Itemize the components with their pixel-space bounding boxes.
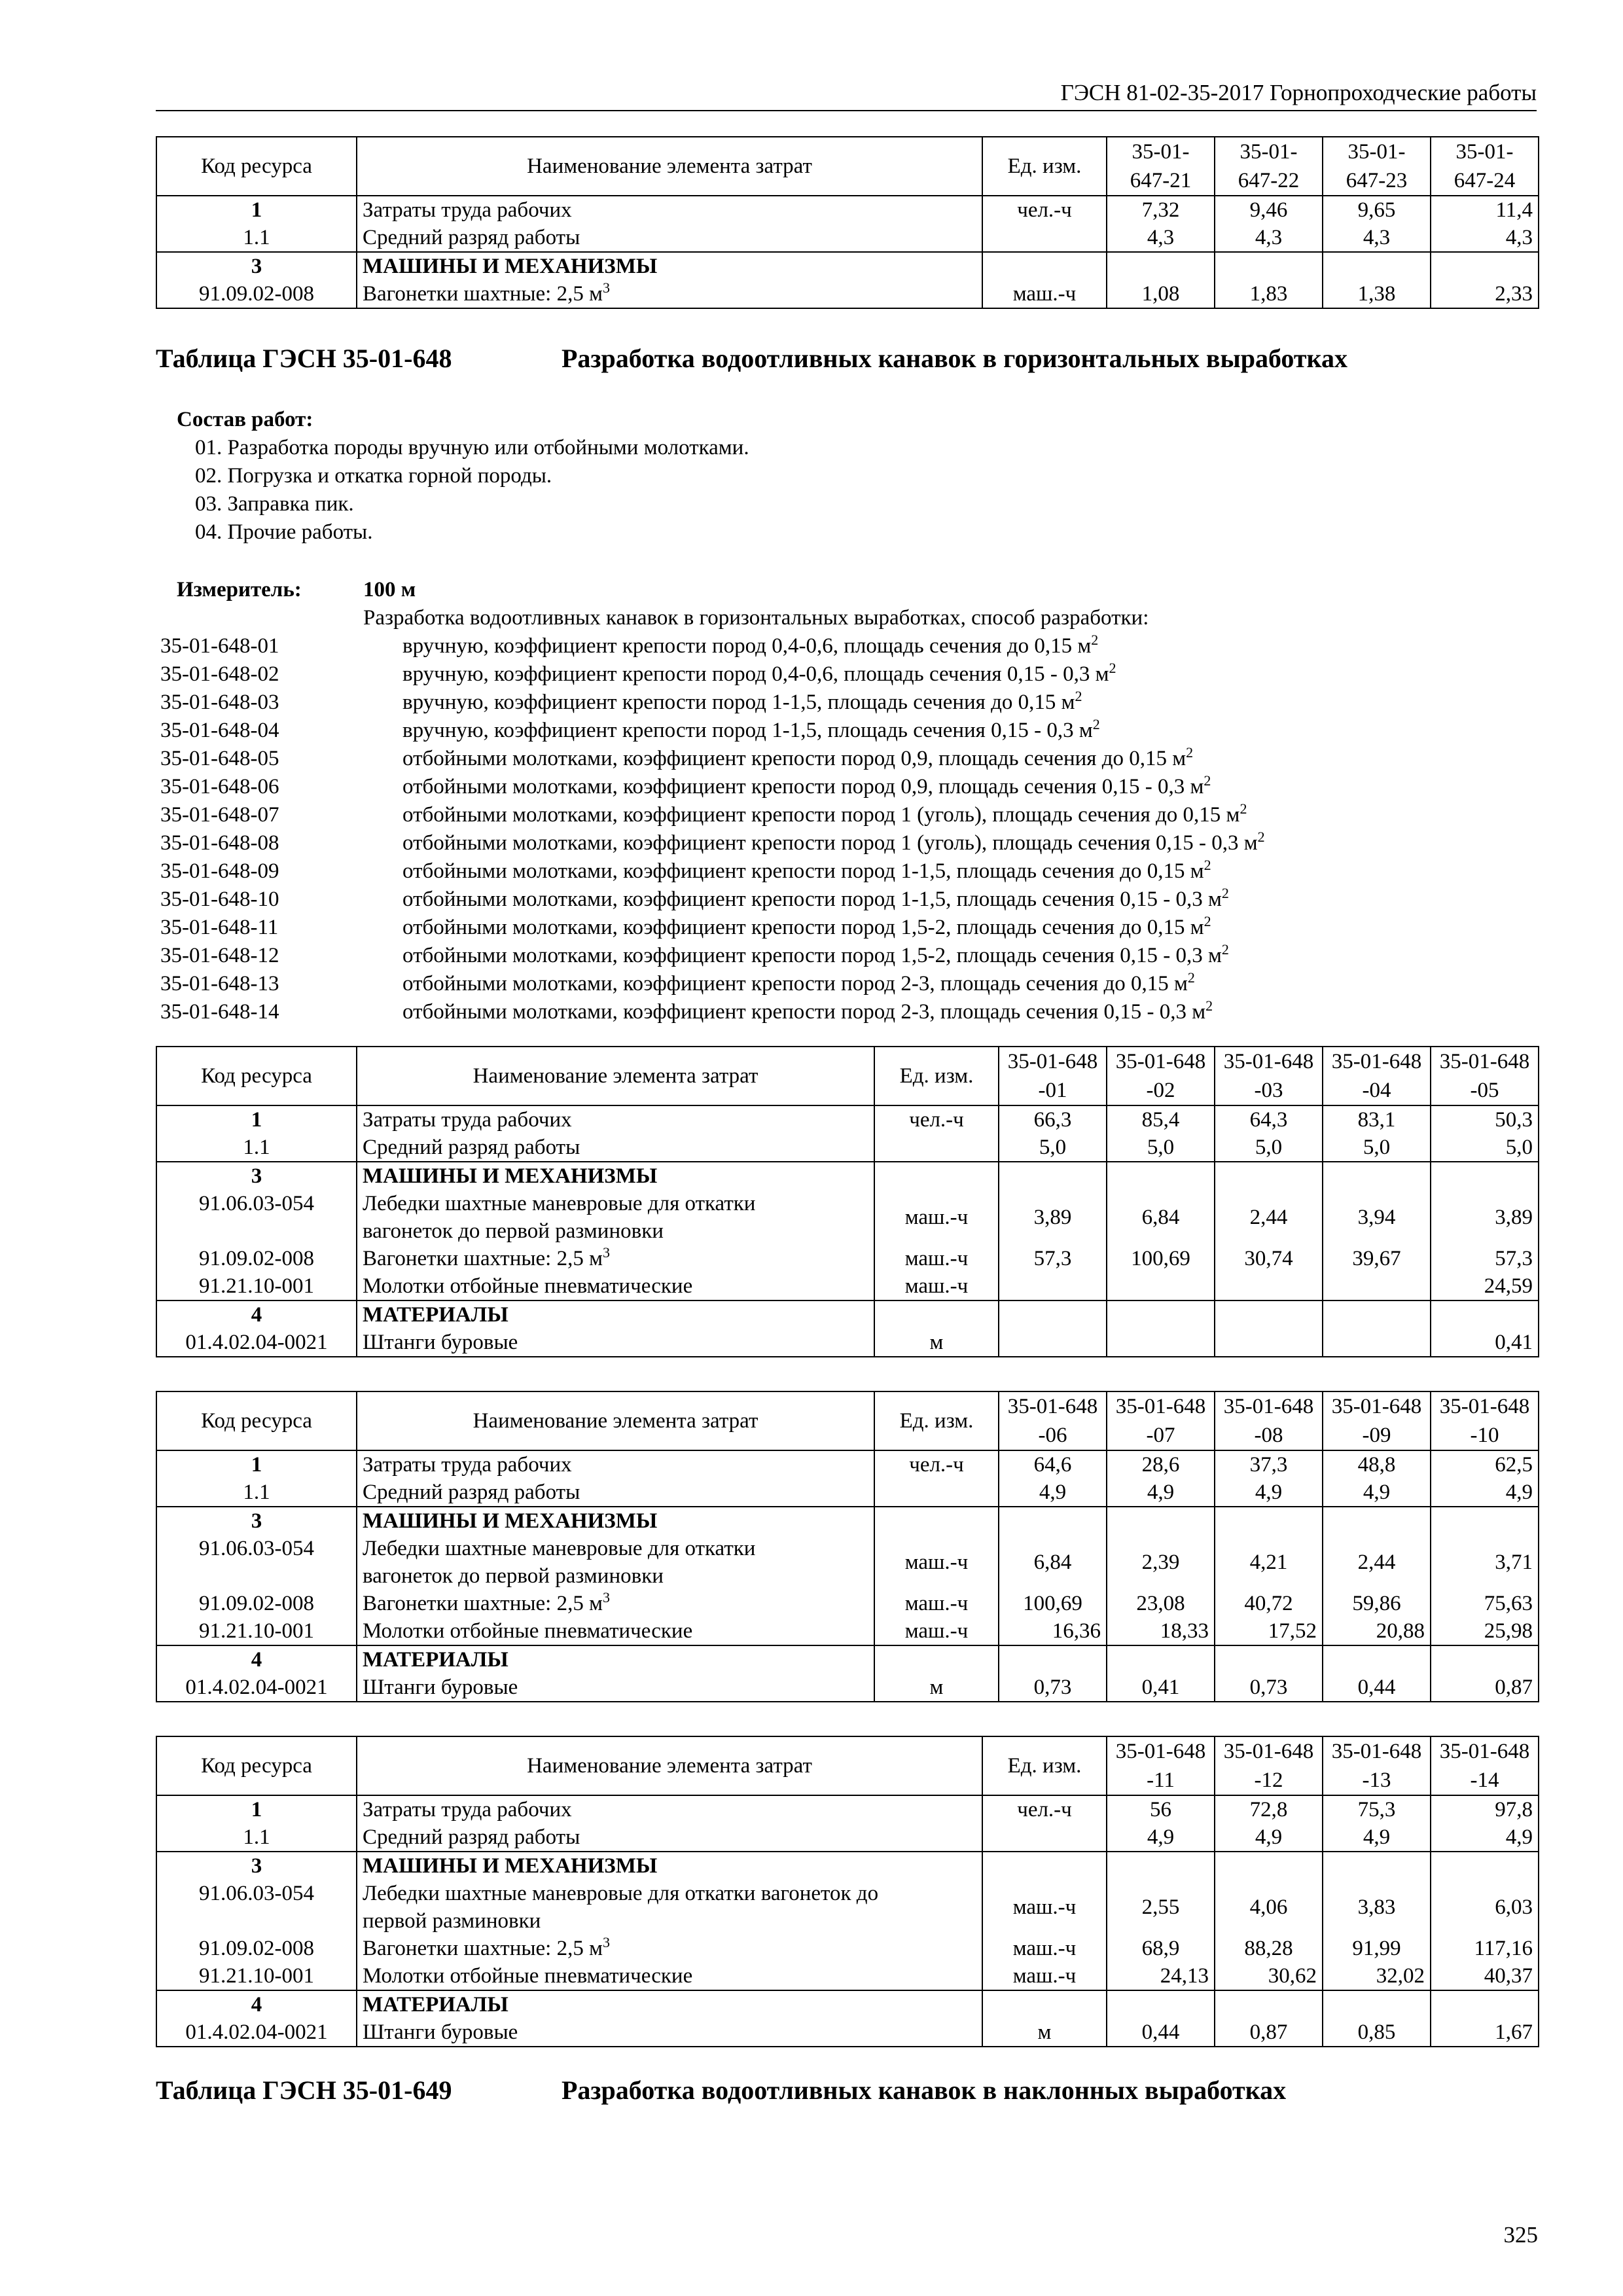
col-header-unit: Ед. изм. <box>874 1391 999 1450</box>
table-row: 91.21.10-001 Молотки отбойные пневматические маш.-ч 16,36 18,33 17,52 20,88 25,98 <box>156 1617 1539 1645</box>
norm-item-code: 35-01-648-14 <box>160 1000 279 1024</box>
col-header-norm: 35-01-648-11 <box>1107 1736 1215 1795</box>
table-row: 1.1 Средний разряд работы 5,0 5,0 5,0 5,0 5,0 <box>156 1134 1539 1162</box>
norm-item <box>160 632 1265 660</box>
resource-table-647 <box>156 136 1539 309</box>
col-header-norm: 35-01-648-01 <box>999 1047 1107 1105</box>
list-item: 01. Разработка породы вручную или отбойными молотками. <box>195 436 749 459</box>
table-row: 01.4.02.04-0021 Штанги буровые м 0,73 0,41 0,73 0,44 0,87 <box>156 1674 1539 1702</box>
norm-item-text: отбойными молотками, коэффициент крепости пород 1,5-2, площадь сечения 0,15 - 0,3 $м^2$ <box>402 941 1229 967</box>
table-row: 1 Затраты труда рабочих чел.-ч 66,3 85,4 64,3 83,1 50,3 <box>156 1105 1539 1134</box>
norm-item-code: 35-01-648-01 <box>160 634 279 658</box>
table-row: 4 МАТЕРИАЛЫ <box>156 1300 1539 1329</box>
norm-item <box>160 829 1265 857</box>
table-row: 3 МАШИНЫ И МЕХАНИЗМЫ <box>156 1507 1539 1535</box>
meter-label: Измеритель: <box>177 578 302 601</box>
norm-item-text: вручную, коэффициент крепости пород 1-1,5, площадь сечения до 0,15 $м^2$ <box>402 688 1082 714</box>
norm-item-code: 35-01-648-04 <box>160 719 279 742</box>
table-row: 1 Затраты труда рабочих чел.-ч 64,6 28,6 37,3 48,8 62,5 <box>156 1450 1539 1479</box>
meter-value: 100 м <box>363 578 416 601</box>
table-row: 1 Затраты труда рабочих чел.-ч 7,32 9,46 9,65 11,4 <box>156 196 1539 224</box>
table-row: 91.09.02-008 Вагонетки шахтные: 2,5 $м^3$ маш.-ч 1,08 1,83 1,38 2,33 <box>156 280 1539 308</box>
col-header-norm: 35-01-648-02 <box>1107 1047 1215 1105</box>
resource-table-648-a <box>156 1046 1539 1357</box>
norm-item-text: отбойными молотками, коэффициент крепости пород 1-1,5, площадь сечения 0,15 - 0,3 $м^2$ <box>402 885 1229 911</box>
norm-item <box>160 886 1265 914</box>
norm-item-text: отбойными молотками, коэффициент крепости пород 2-3, площадь сечения до 0,15 $м^2$ <box>402 969 1195 996</box>
col-header-name: Наименование элемента затрат <box>357 1736 982 1795</box>
table-row: 91.09.02-008 Вагонетки шахтные: 2,5 $м^3$ маш.-ч 57,3 100,69 30,74 39,67 57,3 <box>156 1245 1539 1272</box>
table-row: 91.06.03-054 Лебедки шахтные маневровые для откатки вагонеток до первой разминовки маш.-ч 2,55 4,06 3,83 6,03 <box>156 1880 1539 1935</box>
norm-item-code: 35-01-648-06 <box>160 775 279 798</box>
norm-item-text: вручную, коэффициент крепости пород 0,4-0,6, площадь сечения до 0,15 $м^2$ <box>402 632 1099 658</box>
col-header-norm: 35-01-648-04 <box>1323 1047 1431 1105</box>
resource-table-648-c <box>156 1736 1539 2047</box>
norm-item-code: 35-01-648-11 <box>160 916 279 939</box>
table-row: 91.21.10-001 Молотки отбойные пневматические маш.-ч 24,13 30,62 32,02 40,37 <box>156 1962 1539 1990</box>
col-header-norm: 35-01-648-08 <box>1215 1391 1323 1450</box>
col-header-code: Код ресурса <box>156 1047 357 1105</box>
norm-item-code: 35-01-648-10 <box>160 888 279 911</box>
norm-item <box>160 942 1265 970</box>
page-number: 325 <box>1503 2222 1538 2248</box>
table-row: 1 Затраты труда рабочих чел.-ч 56 72,8 75,3 97,8 <box>156 1795 1539 1823</box>
list-item: 03. Заправка пик. <box>195 492 354 516</box>
composition-list <box>177 434 749 547</box>
norm-item <box>160 970 1265 998</box>
col-header-code: Код ресурса <box>156 1391 357 1450</box>
table-row: 3 МАШИНЫ И МЕХАНИЗМЫ <box>156 252 1539 280</box>
col-header-norm: 35-01-647-22 <box>1215 137 1323 196</box>
norm-intro: Разработка водоотливных канавок в горизонтальных выработках, способ разработки: <box>363 606 1149 630</box>
norm-item <box>160 998 1265 1026</box>
col-header-norm: 35-01-648-10 <box>1431 1391 1539 1450</box>
norm-item <box>160 857 1265 886</box>
col-header-norm: 35-01-648-06 <box>999 1391 1107 1450</box>
col-header-norm: 35-01-647-23 <box>1323 137 1431 196</box>
col-header-norm: 35-01-648-14 <box>1431 1736 1539 1795</box>
table-row: 91.09.02-008 Вагонетки шахтные: 2,5 $м^3$ маш.-ч 68,9 88,28 91,99 117,16 <box>156 1935 1539 1962</box>
table-row: 91.09.02-008 Вагонетки шахтные: 2,5 $м^3$ маш.-ч 100,69 23,08 40,72 59,86 75,63 <box>156 1590 1539 1617</box>
norm-item <box>160 773 1265 801</box>
col-header-code: Код ресурса <box>156 1736 357 1795</box>
norm-item <box>160 717 1265 745</box>
norm-item <box>160 745 1265 773</box>
norm-item <box>160 801 1265 829</box>
table-row: 3 МАШИНЫ И МЕХАНИЗМЫ <box>156 1162 1539 1190</box>
col-header-norm: 35-01-648-12 <box>1215 1736 1323 1795</box>
norm-item-code: 35-01-648-02 <box>160 662 279 686</box>
norm-item <box>160 914 1265 942</box>
resource-table-648-b <box>156 1391 1539 1702</box>
norm-item-text: вручную, коэффициент крепости пород 0,4-0,6, площадь сечения 0,15 - 0,3 $м^2$ <box>402 660 1116 686</box>
table-row: 4 МАТЕРИАЛЫ <box>156 1990 1539 2018</box>
norm-item-text: отбойными молотками, коэффициент крепости пород 1 (уголь), площадь сечения до 0,15 $м^2$ <box>402 800 1247 827</box>
running-header-title: ГЭСН 81-02-35-2017 Горнопроходческие работы <box>1060 80 1537 105</box>
table-row: 01.4.02.04-0021 Штанги буровые м 0,44 0,87 0,85 1,67 <box>156 2018 1539 2047</box>
table-row: 1.1 Средний разряд работы 4,9 4,9 4,9 4,9 <box>156 1823 1539 1852</box>
table-row: 1.1 Средний разряд работы 4,9 4,9 4,9 4,9 4,9 <box>156 1479 1539 1507</box>
col-header-unit: Ед. изм. <box>982 137 1107 196</box>
norm-item-code: 35-01-648-13 <box>160 972 279 996</box>
norm-item-text: вручную, коэффициент крепости пород 1-1,5, площадь сечения 0,15 - 0,3 $м^2$ <box>402 716 1100 742</box>
col-header-norm: 35-01-648-05 <box>1431 1047 1539 1105</box>
table-row: 01.4.02.04-0021 Штанги буровые м 0,41 <box>156 1329 1539 1357</box>
col-header-unit: Ед. изм. <box>874 1047 999 1105</box>
col-header-name: Наименование элемента затрат <box>357 137 982 196</box>
norm-item-code: 35-01-648-09 <box>160 859 279 883</box>
col-header-norm: 35-01-647-21 <box>1107 137 1215 196</box>
norm-items-list <box>160 632 1265 1026</box>
col-header-code: Код ресурса <box>156 137 357 196</box>
table-row: 4 МАТЕРИАЛЫ <box>156 1645 1539 1674</box>
col-header-norm: 35-01-648-13 <box>1323 1736 1431 1795</box>
table-row: 91.06.03-054 Лебедки шахтные маневровые для откатки вагонеток до первой разминовки маш.-ч 3,89 6,84 2,44 3,94 3,89 <box>156 1190 1539 1245</box>
table-row: 3 МАШИНЫ И МЕХАНИЗМЫ <box>156 1852 1539 1880</box>
norm-item-text: отбойными молотками, коэффициент крепости пород 1 (уголь), площадь сечения 0,15 - 0,3 $м^2$ <box>402 829 1265 855</box>
work-composition: Состав работ: 01. Разработка породы вручную или отбойными молотками. 02. Погрузка и откатка горной породы. 03. Заправка пик. 04. Прочие работы. <box>177 406 749 547</box>
section-title-649: Таблица ГЭСН 35-01-649 Разработка водоотливных канавок в наклонных выработках <box>156 2075 1287 2105</box>
section-title-648: Таблица ГЭСН 35-01-648 Разработка водоотливных канавок в горизонтальных выработках <box>156 344 1347 373</box>
norm-item <box>160 689 1265 717</box>
list-item: 04. Прочие работы. <box>195 520 373 544</box>
col-header-norm: 35-01-648-03 <box>1215 1047 1323 1105</box>
norm-item-code: 35-01-648-12 <box>160 944 279 967</box>
running-header <box>156 77 1537 111</box>
norm-item-code: 35-01-648-07 <box>160 803 279 827</box>
list-item: 02. Погрузка и откатка горной породы. <box>195 464 552 488</box>
col-header-name: Наименование элемента затрат <box>357 1047 874 1105</box>
norm-item-text: отбойными молотками, коэффициент крепости пород 1-1,5, площадь сечения до 0,15 $м^2$ <box>402 857 1211 883</box>
norm-item-text: отбойными молотками, коэффициент крепости пород 2-3, площадь сечения 0,15 - 0,3 $м^2$ <box>402 997 1213 1024</box>
norm-item-text: отбойными молотками, коэффициент крепости пород 1,5-2, площадь сечения до 0,15 $м^2$ <box>402 913 1211 939</box>
col-header-name: Наименование элемента затрат <box>357 1391 874 1450</box>
table-row: 91.21.10-001 Молотки отбойные пневматические маш.-ч 24,59 <box>156 1272 1539 1300</box>
norm-item-code: 35-01-648-05 <box>160 747 279 770</box>
norm-item-code: 35-01-648-03 <box>160 691 279 714</box>
table-row: 91.06.03-054 Лебедки шахтные маневровые для откатки вагонеток до первой разминовки маш.-ч 6,84 2,39 4,21 2,44 3,71 <box>156 1535 1539 1590</box>
col-header-norm: 35-01-647-24 <box>1431 137 1539 196</box>
col-header-norm: 35-01-648-09 <box>1323 1391 1431 1450</box>
norm-item <box>160 660 1265 689</box>
col-header-norm: 35-01-648-07 <box>1107 1391 1215 1450</box>
table-row: 1.1 Средний разряд работы 4,3 4,3 4,3 4,3 <box>156 224 1539 252</box>
norm-item-text: отбойными молотками, коэффициент крепости пород 0,9, площадь сечения до 0,15 $м^2$ <box>402 744 1194 770</box>
col-header-unit: Ед. изм. <box>982 1736 1107 1795</box>
norm-item-text: отбойными молотками, коэффициент крепости пород 0,9, площадь сечения 0,15 - 0,3 $м^2$ <box>402 772 1211 798</box>
norm-item-code: 35-01-648-08 <box>160 831 279 855</box>
